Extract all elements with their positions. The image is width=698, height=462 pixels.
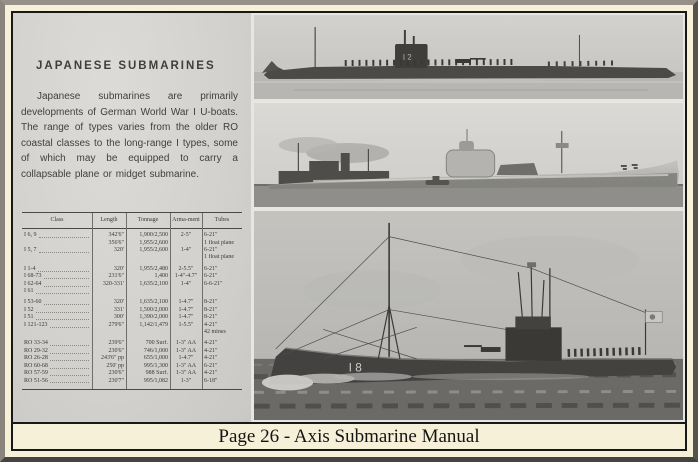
table-cell: RO 60-68 [22,363,92,370]
table-cell: 8-21" [204,314,218,321]
table-cell: 279'6" [108,321,124,328]
table-cell: 231'6" [108,273,124,280]
table-cell: 1,900/2,500 [139,232,168,239]
table-cell: 655/1,000 [143,355,168,362]
table-cell: 1,390/2,000 [139,314,168,321]
table-cell: 1-4"-4.7" [174,273,198,280]
table-row [22,281,242,288]
table-row [22,340,242,347]
table-cell: 342'6" [108,232,124,239]
table-row [22,288,242,295]
small-boat [426,180,450,185]
table-cell [126,254,170,261]
table-cell: 1-3" AA [175,362,197,369]
hull-number-marking: I 8 [348,360,362,375]
table-cell: 1,142/1,479 [139,321,168,328]
table-cell: 4-21" [204,340,218,347]
table-row [22,329,242,336]
table-cell: 6-21" [204,247,218,253]
table-cell: 6-21" [204,265,218,272]
table-cell [126,329,170,336]
table-cell: I 121-123 [22,322,92,329]
table-row [22,370,242,377]
table-cell: 700 Surf. [145,340,168,347]
table-cell: 230'6" [108,347,124,354]
table-cell: 356'6" [108,239,124,246]
table-row [22,240,242,247]
table-cell: 6-21" [204,362,218,369]
table-cell: 1,955/2,480 [139,265,168,272]
table-cell: 230'6" [108,370,124,377]
conning-tower [446,150,494,177]
hull-number-marking: I 2 [402,52,412,63]
table-cell: 8-21" [204,299,218,306]
intro-paragraph: Japanese submarines are primarily developments of German World War I U-boats. The range of types varies from the older RO coastal classes to the long-range I types, some of which may be equipped to carry a collapsable plane or midget submarine. [21,91,238,180]
table-cell: 1,635/2,100 [139,299,168,306]
table-row [22,247,242,254]
table-cell: 8-21" [204,306,218,313]
table-row [22,266,242,273]
submarine-spec-table [22,212,242,390]
table-cell [170,329,202,336]
table-column-header: Arma-ment [172,217,200,223]
table-cell: 1,955/2,600 [139,247,168,253]
photo-top-submarine [254,15,683,99]
table-column-header: Tubes [214,217,230,223]
table-cell: RO 57-59 [22,370,92,377]
table-cell: 1-3" AA [175,340,197,347]
table-cell [22,329,92,336]
table-row [22,254,242,261]
table-cell: 6-21" [204,273,218,280]
table-cell: I 51 [22,314,92,321]
table-row [22,348,242,355]
table-row [22,273,242,280]
table-column-rule [202,213,203,389]
table-row [22,314,242,321]
table-cell: 995/1,082 [143,377,168,384]
table-cell: RO 51-56 [22,378,92,385]
table-cell: 320' [113,247,124,253]
table-cell: 239'6" [108,340,124,347]
table-cell: I 6, 9 [22,232,92,239]
table-cell: 1-4" [180,247,192,253]
table-cell: 2-5" [180,232,192,239]
table-column-rule [126,213,127,389]
scanned-page [13,13,685,422]
table-cell: RO 26-28 [22,355,92,362]
table-cell: 2-5.5" [178,265,194,272]
table-cell [170,288,202,295]
text-column [13,13,251,422]
table-cell: 1-5.5" [178,321,194,328]
table-cell: 1-3" [180,377,192,384]
table-cell: 1-3" AA [175,347,197,354]
table-column-header: Class [50,217,64,223]
caption-text: Page 26 - Axis Submarine Manual [218,425,480,447]
submarine-with-steamer-illustration [254,103,683,207]
table-body [22,229,242,389]
framed-content [11,11,687,451]
table-cell: RO 29-32 [22,348,92,355]
submarine-underway-illustration [254,211,683,420]
table-row [22,232,242,239]
table-row [22,378,242,385]
table-row [22,322,242,329]
table-cell: 1-3" AA [175,370,197,377]
caption-bar [13,422,685,449]
table-cell: 4-21" [204,321,218,328]
table-column-header: Length [100,217,118,223]
page-title: JAPANESE SUBMARINES [36,60,216,72]
table-cell: I 68-73 [22,273,92,280]
table-row [22,363,242,370]
table-cell [126,288,170,295]
table-cell: 6-6-21" [204,280,223,287]
table-cell: 1-4.7" [178,355,194,362]
table-cell: I 52 [22,307,92,314]
table-cell: 995/1,300 [143,362,168,369]
table-cell [22,240,92,247]
table-cell: 320' [113,265,124,272]
table-cell: I 53-60 [22,299,92,306]
table-cell: 1-4.7" [178,299,194,306]
table-cell: 6-21" [204,232,218,239]
table-cell: 331' [113,306,124,313]
table-cell [92,329,126,336]
table-column-rule [92,213,93,389]
table-cell: 1,635/2,100 [139,280,168,287]
table-row [22,355,242,362]
table-cell: I 5, 7 [22,247,92,254]
table-cell: RO 33-34 [22,340,92,347]
table-cell: 4-21" [204,370,218,377]
table-cell: I 1-4 [22,266,92,273]
table-cell: 320' [113,299,124,306]
table-row [22,307,242,314]
submarine-broadside-illustration [254,15,683,99]
table-cell [22,254,92,261]
photo-column [251,13,685,422]
table-cell: 4-21" [204,355,218,362]
table-cell: 746/1,000 [143,347,168,354]
table-cell: 300' [113,314,124,321]
table-cell [170,240,202,247]
photo-middle-submarine [254,103,683,207]
table-column-rule [170,213,171,389]
table-cell: 1,500/2,000 [139,306,168,313]
photo-bottom-submarine [254,211,683,420]
table-cell: 1-4.7" [178,306,194,313]
table-cell: 1 float plane [204,254,234,261]
table-cell: 1-4.7" [178,314,194,321]
table-cell: I 61 [22,288,92,295]
table-header-row [22,213,242,229]
table-cell [92,254,126,261]
table-cell [92,288,126,295]
table-cell [170,254,202,261]
table-cell: I 62-64 [22,281,92,288]
table-cell: 230'7" [108,377,124,384]
table-row [22,299,242,306]
table-cell: 320-331' [102,280,124,287]
table-cell [202,288,242,295]
table-column-header: Tonnage [137,217,159,223]
table-cell: 1,400 [154,273,168,280]
table-cell: 1 float plane [204,239,234,246]
table-cell: 988 Surf. [145,370,168,377]
table-cell: 250' pp [106,362,124,369]
table-cell: 6-18" [204,377,218,384]
table-cell: 1,955/2,600 [139,239,168,246]
table-cell: 42 mines [204,329,226,336]
table-cell: 4-21" [204,347,218,354]
table-cell: 243'6" pp [100,355,124,362]
table-cell: 1-4" [180,280,192,287]
